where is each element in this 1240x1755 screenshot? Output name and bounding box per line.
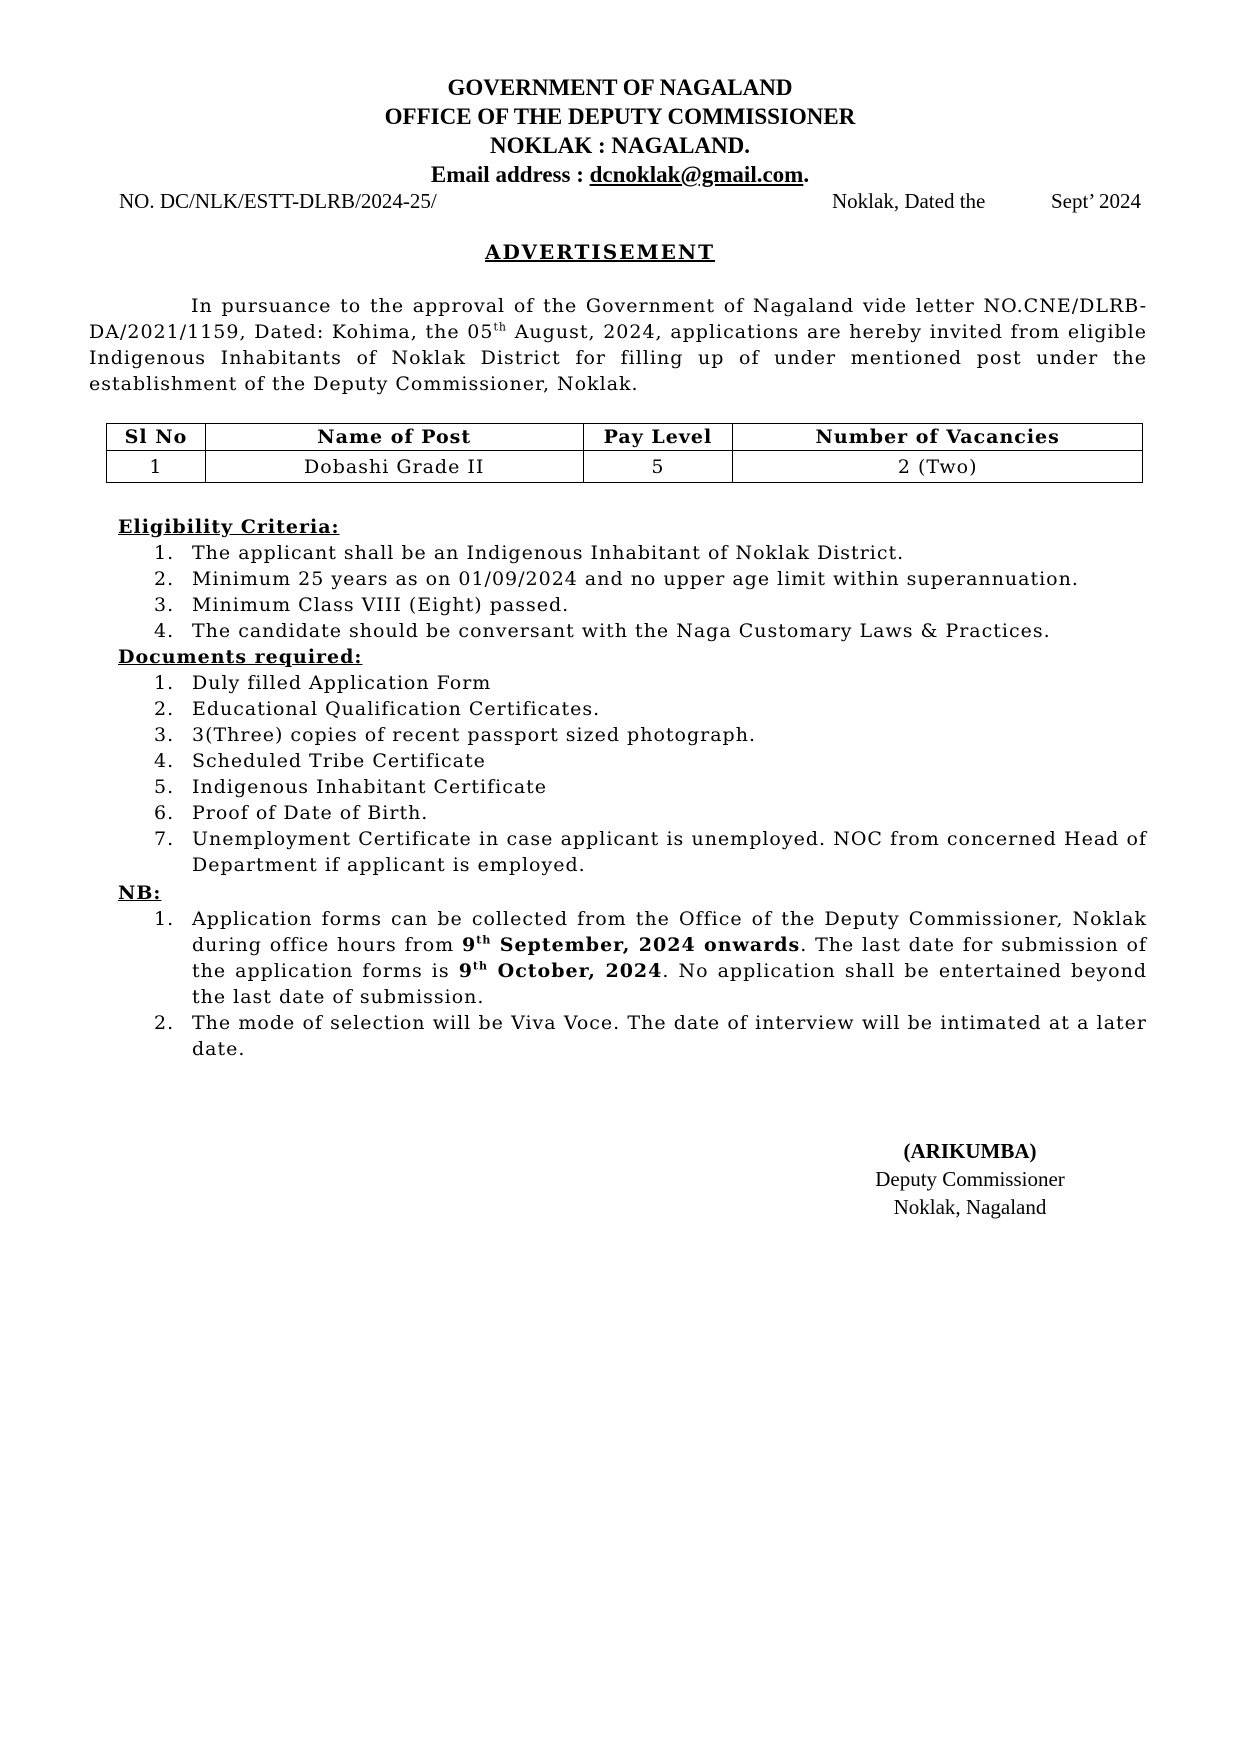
nb-list [130, 906, 1147, 1062]
nb-date-sup: th [476, 933, 492, 947]
reference-number: NO. DC/NLK/ESTT-DLRB/2024-25/ [119, 189, 437, 213]
nb-date-sup: th [472, 959, 489, 973]
document-item-text: Indigenous Inhabitant Certificate [192, 776, 548, 798]
eligibility-list [130, 540, 1147, 644]
nb-item-text: The mode of selection will be Viva Voce. The date of interview will be intimated at a later date. [192, 1012, 1147, 1060]
eligibility-title: Eligibility Criteria: [118, 516, 340, 538]
document-item-text: Educational Qualification Certificates. [192, 698, 601, 720]
nb-text: Application forms can be collected from the Office of the Deputy Commissioner, Noklak during office hours from [192, 908, 1147, 956]
document-item-text: 3(Three) copies of recent passport sized photograph. [192, 724, 756, 746]
intro-sup: th [493, 320, 507, 334]
header-government: GOVERNMENT OF NAGALAND [447, 75, 793, 100]
header-pay-level: Pay Level [583, 424, 733, 451]
signatory-place: Noklak, Nagaland [893, 1195, 1047, 1219]
list-item: 4. Scheduled Tribe Certificate [154, 750, 486, 772]
header-sl-no: Sl No [107, 424, 206, 451]
cell-pay-level: 5 [583, 451, 733, 483]
intro-text-2: August, 2024, applications are hereby invited from eligible Indigenous Inhabitants of Noklak District for filling up of under mentioned post under the establishment of the Deputy Commissioner, Noklak. [89, 321, 1148, 395]
vacancy-table [106, 423, 1143, 483]
email-link[interactable]: dcnoklak@gmail.com [589, 162, 804, 187]
list-item: 2. Minimum 25 years as on 01/09/2024 and no upper age limit within superannuation. [154, 568, 1079, 590]
nb-text: . No application shall be entertained beyond the last date of submission. [192, 960, 1148, 1008]
eligibility-item-text: Minimum 25 years as on 01/09/2024 and no upper age limit within superannuation. [192, 568, 1079, 590]
nb-date-day: 9 [458, 960, 473, 982]
reference-place-date: Noklak, Dated the [832, 189, 986, 213]
header-location: NOKLAK : NAGALAND. [489, 133, 751, 158]
signature-block [830, 1137, 1110, 1221]
table-row [107, 451, 1143, 483]
header-name-of-post: Name of Post [205, 424, 583, 451]
header-email-line [0, 160, 1240, 189]
nb-text: . The last date for submission of the application forms is [192, 934, 1147, 982]
advertisement-title [0, 240, 1200, 264]
eligibility-item-text: Minimum Class VIII (Eight) passed. [192, 594, 570, 616]
document-item-text: Unemployment Certificate in case applicant is unemployed. NOC from concerned Head of Department if applicant is employed. [192, 828, 1147, 876]
list-item: 6. Proof of Date of Birth. [154, 802, 429, 824]
cell-name-of-post: Dobashi Grade II [205, 451, 583, 483]
documents-list [130, 670, 1147, 878]
cell-vacancies: 2 (Two) [733, 451, 1143, 483]
nb-title: NB: [118, 882, 162, 904]
signatory-name: (ARIKUMBA) [903, 1139, 1037, 1163]
list-item: 1. Duly filled Application Form [154, 672, 492, 694]
signatory-designation: Deputy Commissioner [875, 1167, 1065, 1191]
list-item: 2. Educational Qualification Certificates. [154, 698, 601, 720]
nb-date-last: October, 2024 [488, 960, 663, 982]
list-item: 4. The candidate should be conversant with the Naga Customary Laws & Practices. [154, 620, 1051, 642]
list-item: 5. Indigenous Inhabitant Certificate [154, 776, 548, 798]
list-item: 3. Minimum Class VIII (Eight) passed. [154, 594, 570, 616]
cell-sl-no: 1 [107, 451, 206, 483]
nb-date-start: September, 2024 onwards [491, 934, 801, 956]
list-item: 7. Unemployment Certificate in case applicant is unemployed. NOC from concerned Head of Department if applicant is employed. [154, 828, 1147, 876]
intro-text-1: In pursuance to the approval of the Government of Nagaland vide letter NO.CNE/DLRB-DA/2021/1159, Dated: Kohima, the 05 [89, 295, 1147, 343]
documents-title: Documents required: [118, 646, 363, 668]
list-item: 3. 3(Three) copies of recent passport sized photograph. [154, 724, 756, 746]
email-end: . [803, 162, 810, 187]
eligibility-item-text: The applicant shall be an Indigenous Inhabitant of Noklak District. [192, 542, 905, 564]
reference-month-year: Sept’ 2024 [1051, 189, 1142, 213]
email-label: Email address : [430, 162, 590, 187]
header-office: OFFICE OF THE DEPUTY COMMISSIONER [384, 104, 856, 129]
eligibility-item-text: The candidate should be conversant with the Naga Customary Laws & Practices. [192, 620, 1051, 642]
list-item: 1. The applicant shall be an Indigenous Inhabitant of Noklak District. [154, 542, 905, 564]
document-item-text: Scheduled Tribe Certificate [192, 750, 486, 772]
list-item: 1. Application forms can be collected from the Office of the Deputy Commissioner, Noklak during office hours from 9th September, 2024 onwards. The last date for submission of the application forms is 9th October, 2024. No application shall be entertained beyond the last date of submission. [154, 908, 1148, 1008]
document-item-text: Proof of Date of Birth. [192, 802, 429, 824]
header-vacancies: Number of Vacancies [733, 424, 1143, 451]
document-item-text: Duly filled Application Form [192, 672, 492, 694]
list-item: 2. The mode of selection will be Viva Voce. The date of interview will be intimated at a later date. [154, 1012, 1147, 1060]
intro-paragraph [89, 293, 1147, 397]
advertisement-title-text: ADVERTISEMENT [484, 240, 715, 264]
table-header-row [107, 424, 1143, 451]
nb-date-day: 9 [462, 934, 477, 956]
